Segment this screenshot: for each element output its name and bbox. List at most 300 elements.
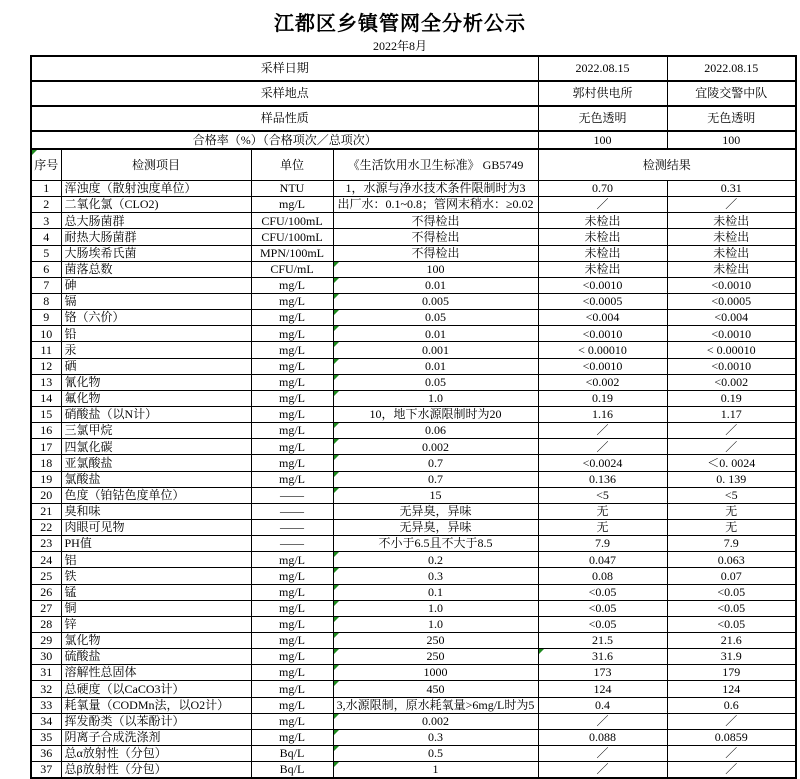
- info-row: [31, 81, 796, 106]
- row-no: 11: [31, 342, 61, 358]
- table-row: [31, 600, 796, 616]
- table-row: [31, 762, 796, 779]
- cell-flag-marker-icon: [334, 585, 339, 590]
- row-no: 12: [31, 358, 61, 374]
- table-row: [31, 423, 796, 439]
- standard-limit: 0.1: [333, 584, 538, 600]
- unit: mg/L: [251, 552, 333, 568]
- info-row-value-1: 100: [538, 131, 667, 149]
- standard-limit: 1，水源与净水技术条件限制时为3: [333, 181, 538, 197]
- table-row: [31, 568, 796, 584]
- result-2: 未检出: [667, 245, 796, 261]
- row-no: 7: [31, 277, 61, 293]
- cell-flag-marker-icon: [334, 310, 339, 315]
- row-no: 29: [31, 632, 61, 648]
- standard-limit: 0.001: [333, 342, 538, 358]
- item-name: 镉: [61, 293, 251, 309]
- item-name: 总硬度（以CaCO3计）: [61, 681, 251, 697]
- table-row: [31, 616, 796, 632]
- table-row: [31, 632, 796, 648]
- row-no: 32: [31, 681, 61, 697]
- standard-limit: 0.3: [333, 729, 538, 745]
- cell-flag-marker-icon: [334, 455, 339, 460]
- result-2: 无: [667, 519, 796, 535]
- result-1: ／: [538, 197, 667, 213]
- result-2: < 0.00010: [667, 342, 796, 358]
- standard-limit: 250: [333, 649, 538, 665]
- table-row: [31, 665, 796, 681]
- item-name: PH值: [61, 536, 251, 552]
- result-2: 未检出: [667, 261, 796, 277]
- cell-flag-marker-icon: [334, 746, 339, 751]
- item-name: 亚氯酸盐: [61, 455, 251, 471]
- column-header-unit: 单位: [251, 149, 333, 181]
- item-name: 铬（六价）: [61, 310, 251, 326]
- row-no: 27: [31, 600, 61, 616]
- table-row: [31, 229, 796, 245]
- info-row-value-2: 宜陵交警中队: [667, 81, 796, 106]
- cell-flag-marker-icon: [334, 714, 339, 719]
- row-no: 25: [31, 568, 61, 584]
- cell-flag-marker-icon: [334, 633, 339, 638]
- cell-flag-marker-icon: [334, 665, 339, 670]
- standard-limit: 1.0: [333, 600, 538, 616]
- row-no: 4: [31, 229, 61, 245]
- unit: mg/L: [251, 342, 333, 358]
- unit: mg/L: [251, 277, 333, 293]
- result-2: ／: [667, 197, 796, 213]
- result-2: <0.002: [667, 374, 796, 390]
- table-row: [31, 503, 796, 519]
- standard-limit: 1000: [333, 665, 538, 681]
- standard-limit: 450: [333, 681, 538, 697]
- unit: mg/L: [251, 358, 333, 374]
- item-name: 挥发酚类（以苯酚计）: [61, 713, 251, 729]
- unit: mg/L: [251, 568, 333, 584]
- unit: mg/L: [251, 600, 333, 616]
- result-1: 0.70: [538, 181, 667, 197]
- standard-limit: 0.7: [333, 471, 538, 487]
- standard-limit: 3,水源限制，原水耗氧量>6mg/L时为5: [333, 697, 538, 713]
- unit: mg/L: [251, 649, 333, 665]
- result-1: ／: [538, 745, 667, 761]
- standard-limit: 15: [333, 487, 538, 503]
- row-no: 31: [31, 665, 61, 681]
- result-1: 无: [538, 503, 667, 519]
- table-row: [31, 487, 796, 503]
- row-no: 34: [31, 713, 61, 729]
- table-row: [31, 713, 796, 729]
- cell-flag-marker-icon: [334, 472, 339, 477]
- item-name: 总β放射性（分包）: [61, 762, 251, 779]
- standard-limit: 0.2: [333, 552, 538, 568]
- table-row: [31, 390, 796, 406]
- cell-flag-marker-icon: [334, 552, 339, 557]
- table-row: [31, 697, 796, 713]
- standard-limit: 不小于6.5且不大于8.5: [333, 536, 538, 552]
- result-1: 无: [538, 519, 667, 535]
- result-1: 未检出: [538, 213, 667, 229]
- cell-flag-marker-icon: [334, 649, 339, 654]
- result-2: <0.05: [667, 600, 796, 616]
- table-row: [31, 293, 796, 309]
- table-row: [31, 358, 796, 374]
- result-2: <0.05: [667, 584, 796, 600]
- result-2: <0.0010: [667, 326, 796, 342]
- result-2: ／: [667, 762, 796, 779]
- cell-flag-marker-icon: [539, 649, 544, 654]
- standard-limit: 0.05: [333, 310, 538, 326]
- unit: ——: [251, 487, 333, 503]
- item-name: 总α放射性（分包）: [61, 745, 251, 761]
- analysis-table: [30, 55, 797, 779]
- result-2: 179: [667, 665, 796, 681]
- result-2: 0.6: [667, 697, 796, 713]
- result-1: 0.08: [538, 568, 667, 584]
- row-no: 2: [31, 197, 61, 213]
- row-no: 16: [31, 423, 61, 439]
- info-row: [31, 56, 796, 81]
- result-1: 31.6: [538, 649, 667, 665]
- info-row: [31, 106, 796, 131]
- item-name: 耐热大肠菌群: [61, 229, 251, 245]
- cell-flag-marker-icon: [334, 375, 339, 380]
- standard-limit: 无异臭，异味: [333, 503, 538, 519]
- standard-limit: 0.06: [333, 423, 538, 439]
- item-name: 臭和味: [61, 503, 251, 519]
- item-name: 阴离子合成洗涤剂: [61, 729, 251, 745]
- standard-limit: 不得检出: [333, 213, 538, 229]
- unit: mg/L: [251, 390, 333, 406]
- item-name: 铅: [61, 326, 251, 342]
- standard-limit: 10，地下水源限制时为20: [333, 406, 538, 422]
- cell-flag-marker-icon: [334, 326, 339, 331]
- unit: Bq/L: [251, 762, 333, 779]
- item-name: 色度（铂钴色度单位）: [61, 487, 251, 503]
- standard-limit: 0.01: [333, 277, 538, 293]
- standard-limit: 0.01: [333, 326, 538, 342]
- standard-limit: 0.7: [333, 455, 538, 471]
- item-name: 二氧化氯（CLO2): [61, 197, 251, 213]
- standard-limit: 250: [333, 632, 538, 648]
- unit: mg/L: [251, 471, 333, 487]
- result-1: ／: [538, 439, 667, 455]
- info-row-value-2: 2022.08.15: [667, 56, 796, 81]
- result-2: <0.004: [667, 310, 796, 326]
- unit: mg/L: [251, 729, 333, 745]
- result-1: <5: [538, 487, 667, 503]
- result-1: 124: [538, 681, 667, 697]
- info-row-label: 样品性质: [31, 106, 538, 131]
- cell-flag-marker-icon: [334, 730, 339, 735]
- unit: ——: [251, 536, 333, 552]
- standard-limit: 不得检出: [333, 245, 538, 261]
- standard-limit: 100: [333, 261, 538, 277]
- cell-flag-marker-icon: [334, 342, 339, 347]
- info-row-value-1: 无色透明: [538, 106, 667, 131]
- cell-flag-marker-icon: [334, 601, 339, 606]
- column-header-row: [31, 149, 796, 181]
- item-name: 氯酸盐: [61, 471, 251, 487]
- result-1: < 0.00010: [538, 342, 667, 358]
- table-row: [31, 406, 796, 422]
- row-no: 13: [31, 374, 61, 390]
- result-1: 0.088: [538, 729, 667, 745]
- info-row-value-2: 无色透明: [667, 106, 796, 131]
- unit: mg/L: [251, 310, 333, 326]
- result-1: <0.0010: [538, 277, 667, 293]
- result-2: 0.07: [667, 568, 796, 584]
- row-no: 24: [31, 552, 61, 568]
- row-no: 15: [31, 406, 61, 422]
- result-1: <0.05: [538, 600, 667, 616]
- item-name: 汞: [61, 342, 251, 358]
- item-name: 氟化物: [61, 390, 251, 406]
- standard-limit: 出厂水：0.1~0.8；管网末稍水：≥0.02: [333, 197, 538, 213]
- table-row: [31, 342, 796, 358]
- row-no: 36: [31, 745, 61, 761]
- item-name: 总大肠菌群: [61, 213, 251, 229]
- item-name: 硒: [61, 358, 251, 374]
- unit: CFU/100mL: [251, 229, 333, 245]
- item-name: 四氯化碳: [61, 439, 251, 455]
- item-name: 锌: [61, 616, 251, 632]
- row-no: 1: [31, 181, 61, 197]
- table-row: [31, 552, 796, 568]
- row-no: 20: [31, 487, 61, 503]
- result-2: 0.31: [667, 181, 796, 197]
- cell-flag-marker-icon: [334, 423, 339, 428]
- item-name: 大肠埃希氏菌: [61, 245, 251, 261]
- table-row: [31, 374, 796, 390]
- info-row: [31, 131, 796, 149]
- result-2: <5: [667, 487, 796, 503]
- unit: ——: [251, 519, 333, 535]
- table-row: [31, 471, 796, 487]
- standard-limit: 0.5: [333, 745, 538, 761]
- table-row: [31, 197, 796, 213]
- result-1: 173: [538, 665, 667, 681]
- result-1: <0.0010: [538, 358, 667, 374]
- standard-limit: 0.005: [333, 293, 538, 309]
- cell-flag-marker-icon: [334, 278, 339, 283]
- row-no: 19: [31, 471, 61, 487]
- standard-limit: 无异臭，异味: [333, 519, 538, 535]
- unit: mg/L: [251, 326, 333, 342]
- result-2: 124: [667, 681, 796, 697]
- standard-limit: 0.3: [333, 568, 538, 584]
- result-2: <0.05: [667, 616, 796, 632]
- row-no: 21: [31, 503, 61, 519]
- result-1: <0.0005: [538, 293, 667, 309]
- column-header-result: 检测结果: [538, 149, 796, 181]
- cell-flag-marker-icon: [334, 391, 339, 396]
- item-name: 铁: [61, 568, 251, 584]
- item-name: 硝酸盐（以N计）: [61, 406, 251, 422]
- table-row: [31, 245, 796, 261]
- row-no: 28: [31, 616, 61, 632]
- result-1: 0.047: [538, 552, 667, 568]
- page-title: 江都区乡镇管网全分析公示: [274, 13, 526, 35]
- result-1: <0.0024: [538, 455, 667, 471]
- cell-flag-marker-icon: [334, 568, 339, 573]
- item-name: 铜: [61, 600, 251, 616]
- result-1: <0.05: [538, 584, 667, 600]
- unit: mg/L: [251, 374, 333, 390]
- item-name: 氯化物: [61, 632, 251, 648]
- table-row: [31, 439, 796, 455]
- cell-flag-marker-icon: [334, 617, 339, 622]
- result-2: 1.17: [667, 406, 796, 422]
- unit: mg/L: [251, 406, 333, 422]
- unit: mg/L: [251, 197, 333, 213]
- result-1: 未检出: [538, 245, 667, 261]
- column-header-no: 序号: [31, 149, 61, 181]
- result-2: ／: [667, 713, 796, 729]
- table-row: [31, 277, 796, 293]
- item-name: 耗氧量（CODMn法，以O2计）: [61, 697, 251, 713]
- result-1: <0.0010: [538, 326, 667, 342]
- result-2: 无: [667, 503, 796, 519]
- table-row: [31, 649, 796, 665]
- result-1: 7.9: [538, 536, 667, 552]
- result-1: <0.05: [538, 616, 667, 632]
- unit: mg/L: [251, 423, 333, 439]
- unit: mg/L: [251, 455, 333, 471]
- row-no: 23: [31, 536, 61, 552]
- result-2: 0.063: [667, 552, 796, 568]
- item-name: 浑浊度（散射浊度单位）: [61, 181, 251, 197]
- result-2: <0.0010: [667, 277, 796, 293]
- item-name: 三氯甲烷: [61, 423, 251, 439]
- result-1: 21.5: [538, 632, 667, 648]
- result-2: 7.9: [667, 536, 796, 552]
- row-no: 10: [31, 326, 61, 342]
- row-no: 9: [31, 310, 61, 326]
- cell-flag-marker-icon: [334, 359, 339, 364]
- table-row: [31, 261, 796, 277]
- info-row-value-1: 郭村供电所: [538, 81, 667, 106]
- result-2: ＜0. 0024: [667, 455, 796, 471]
- table-row: [31, 326, 796, 342]
- column-header-standard: 《生活饮用水卫生标准》 GB5749: [333, 149, 538, 181]
- unit: mg/L: [251, 713, 333, 729]
- item-name: 锰: [61, 584, 251, 600]
- result-1: ／: [538, 713, 667, 729]
- result-1: 0.4: [538, 697, 667, 713]
- cell-flag-marker-icon: [32, 150, 37, 155]
- table-row: [31, 745, 796, 761]
- unit: mg/L: [251, 616, 333, 632]
- table-row: [31, 213, 796, 229]
- result-2: <0.0005: [667, 293, 796, 309]
- info-row-label: 采样日期: [31, 56, 538, 81]
- result-2: 0.0859: [667, 729, 796, 745]
- data-rows-section: [31, 181, 796, 779]
- item-name: 溶解性总固体: [61, 665, 251, 681]
- standard-limit: 1.0: [333, 390, 538, 406]
- standard-limit: 1: [333, 762, 538, 779]
- row-no: 35: [31, 729, 61, 745]
- cell-flag-marker-icon: [334, 681, 339, 686]
- item-name: 菌落总数: [61, 261, 251, 277]
- unit: mg/L: [251, 293, 333, 309]
- table-row: [31, 584, 796, 600]
- unit: ——: [251, 503, 333, 519]
- result-2: ／: [667, 745, 796, 761]
- result-2: 21.6: [667, 632, 796, 648]
- page-subtitle: 2022年8月: [372, 39, 427, 53]
- item-name: 氰化物: [61, 374, 251, 390]
- cell-flag-marker-icon: [334, 762, 339, 767]
- standard-limit: 0.002: [333, 439, 538, 455]
- unit: mg/L: [251, 665, 333, 681]
- result-2: 未检出: [667, 229, 796, 245]
- row-no: 17: [31, 439, 61, 455]
- result-2: 未检出: [667, 213, 796, 229]
- result-1: 0.136: [538, 471, 667, 487]
- info-row-label: 采样地点: [31, 81, 538, 106]
- result-1: 未检出: [538, 261, 667, 277]
- table-row: [31, 536, 796, 552]
- table-row: [31, 310, 796, 326]
- row-no: 30: [31, 649, 61, 665]
- unit: mg/L: [251, 697, 333, 713]
- unit: mg/L: [251, 681, 333, 697]
- standard-limit: 0.05: [333, 374, 538, 390]
- item-name: 铝: [61, 552, 251, 568]
- table-row: [31, 519, 796, 535]
- result-2: ／: [667, 423, 796, 439]
- info-row-value-2: 100: [667, 131, 796, 149]
- table-row: [31, 181, 796, 197]
- standard-limit: 0.01: [333, 358, 538, 374]
- result-1: ／: [538, 423, 667, 439]
- column-header-section: [31, 149, 796, 181]
- row-no: 33: [31, 697, 61, 713]
- table-row: [31, 729, 796, 745]
- info-rows-section: [31, 56, 796, 149]
- item-name: 肉眼可见物: [61, 519, 251, 535]
- info-row-value-1: 2022.08.15: [538, 56, 667, 81]
- result-2: 0.19: [667, 390, 796, 406]
- unit: mg/L: [251, 584, 333, 600]
- standard-limit: 1.0: [333, 616, 538, 632]
- item-name: 硫酸盐: [61, 649, 251, 665]
- row-no: 5: [31, 245, 61, 261]
- column-header-item: 检测项目: [61, 149, 251, 181]
- result-1: 1.16: [538, 406, 667, 422]
- unit: NTU: [251, 181, 333, 197]
- cell-flag-marker-icon: [334, 262, 339, 267]
- item-name: 砷: [61, 277, 251, 293]
- result-2: 31.9: [667, 649, 796, 665]
- row-no: 14: [31, 390, 61, 406]
- result-2: ／: [667, 439, 796, 455]
- standard-limit: 不得检出: [333, 229, 538, 245]
- result-1: 0.19: [538, 390, 667, 406]
- row-no: 37: [31, 762, 61, 779]
- row-no: 3: [31, 213, 61, 229]
- result-1: ／: [538, 762, 667, 779]
- row-no: 8: [31, 293, 61, 309]
- row-no: 6: [31, 261, 61, 277]
- table-row: [31, 455, 796, 471]
- row-no: 22: [31, 519, 61, 535]
- result-2: 0. 139: [667, 471, 796, 487]
- result-1: 未检出: [538, 229, 667, 245]
- unit: mg/L: [251, 632, 333, 648]
